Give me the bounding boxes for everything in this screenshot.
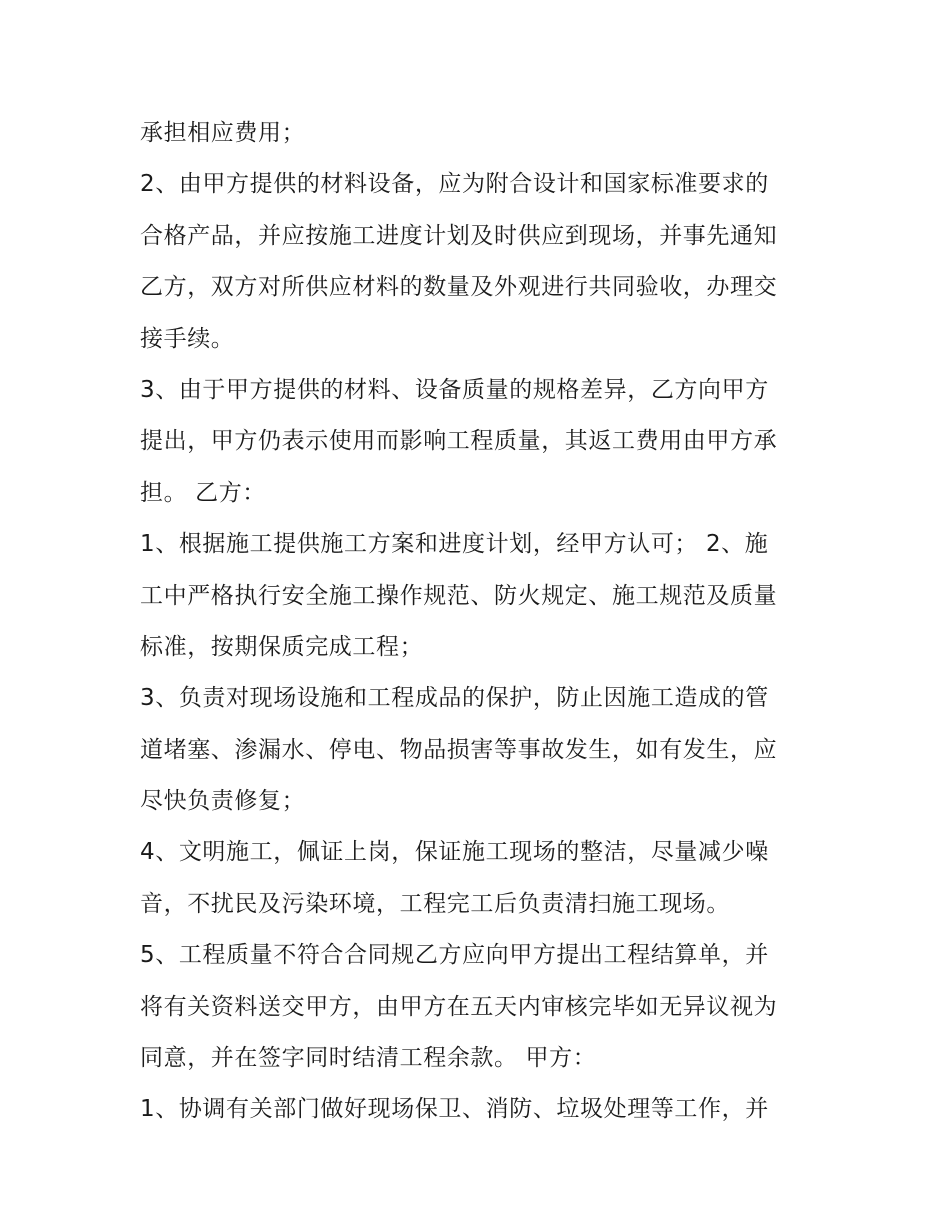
text-line: 接手续。 xyxy=(140,325,235,352)
text-line: 5、工程质量不符合合同规乙方应向甲方提出工程结算单，并 xyxy=(140,942,769,969)
document-body xyxy=(140,108,840,1136)
text-line: 4、文明施工，佩证上岗，保证施工现场的整洁，尽量减少噪 xyxy=(140,839,769,866)
text-line: 3、负责对现场设施和工程成品的保护，防止因施工造成的管 xyxy=(140,685,769,712)
text-line: 2、由甲方提供的材料设备，应为附合设计和国家标准要求的 xyxy=(140,171,769,198)
text-line: 道堵塞、渗漏水、停电、物品损害等事故发生，如有发生，应 xyxy=(140,736,778,763)
text-line: 工中严格执行安全施工操作规范、防火规定、施工规范及质量 xyxy=(140,582,778,609)
text-line: 3、由于甲方提供的材料、设备质量的规格差异，乙方向甲方 xyxy=(140,376,769,403)
text-line: 同意，并在签字同时结清工程余款。 甲方： xyxy=(140,1045,597,1072)
text-line: 承担相应费用； xyxy=(140,120,306,146)
text-line: 将有关资料送交甲方，由甲方在五天内审核完毕如无异议视为 xyxy=(140,993,778,1020)
text-line: 担。 乙方： xyxy=(140,479,266,506)
text-line: 标准，按期保质完成工程； xyxy=(140,633,424,660)
text-line: 合格产品，并应按施工进度计划及时供应到现场，并事先通知 xyxy=(140,222,778,249)
text-line: 尽快负责修复； xyxy=(140,788,306,815)
text-line: 1、根据施工提供施工方案和进度计划，经甲方认可； 2、施 xyxy=(140,531,769,558)
text-line: 乙方，双方对所供应材料的数量及外观进行共同验收，办理交 xyxy=(140,274,778,301)
text-line: 提出，甲方仍表示使用而影响工程质量，其返工费用由甲方承 xyxy=(140,428,778,455)
text-line: 音，不扰民及污染环境，工程完工后负责清扫施工现场。 xyxy=(140,890,730,917)
text-line: 1、协调有关部门做好现场保卫、消防、垃圾处理等工作，并 xyxy=(140,1096,769,1123)
